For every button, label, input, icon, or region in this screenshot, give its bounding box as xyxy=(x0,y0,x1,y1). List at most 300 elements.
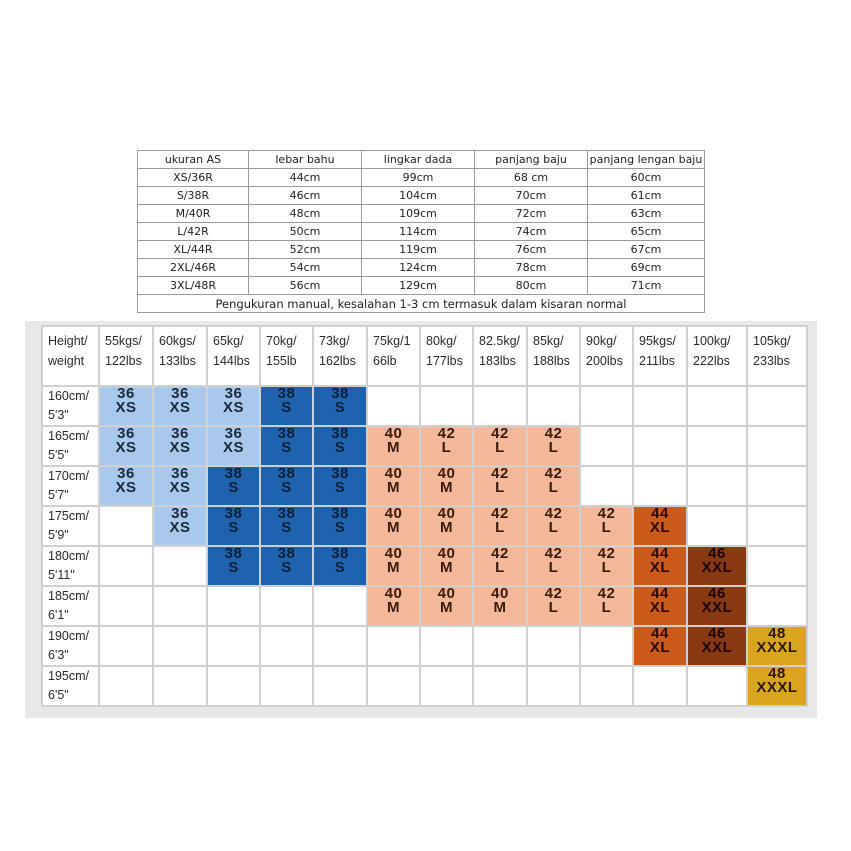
height-label: 195cm/ 6'5" xyxy=(48,669,89,702)
empty-cell xyxy=(99,586,153,626)
weight-label: 95kgs/ 211lbs xyxy=(639,334,676,368)
size-letter: XS xyxy=(169,479,191,496)
cell-length: 70cm xyxy=(475,187,588,205)
empty-cell xyxy=(153,586,207,626)
size-letter: S xyxy=(281,559,292,576)
weight-header xyxy=(527,326,580,386)
size-number: 38 xyxy=(331,425,349,442)
size-letter: S xyxy=(281,479,292,496)
empty-cell xyxy=(260,666,313,706)
empty-cell xyxy=(687,666,747,706)
size-cell xyxy=(473,466,527,506)
cell-sleeve: 65cm xyxy=(588,223,705,241)
size-cell xyxy=(633,506,687,546)
size-cell xyxy=(747,666,807,706)
size-number: 38 xyxy=(277,545,296,562)
size-number: 46 xyxy=(708,585,726,602)
height-label: 160cm/ 5'3" xyxy=(48,389,89,422)
cell-shoulder-width: 50cm xyxy=(249,223,362,241)
weight-label: 100kg/ 222lbs xyxy=(693,334,731,368)
size-letter: L xyxy=(495,439,505,456)
cell-size-label: M/40R xyxy=(138,205,249,223)
weight-header xyxy=(313,326,367,386)
size-cell xyxy=(260,426,313,466)
size-number: 40 xyxy=(437,505,456,522)
size-cell xyxy=(367,586,420,626)
height-row xyxy=(42,386,807,426)
size-number: 42 xyxy=(597,585,616,602)
size-number: 42 xyxy=(437,425,456,442)
empty-cell xyxy=(313,666,367,706)
size-cell xyxy=(420,546,473,586)
size-cell xyxy=(473,506,527,546)
weight-label: 55kgs/ 122lbs xyxy=(105,334,142,368)
size-letter: XL xyxy=(649,639,671,656)
cell-sleeve: 61cm xyxy=(588,187,705,205)
size-letter: L xyxy=(601,559,612,576)
size-number: 38 xyxy=(224,545,243,562)
cell-sleeve: 60cm xyxy=(588,169,705,187)
cell-chest: 99cm xyxy=(362,169,475,187)
size-number: 40 xyxy=(384,545,403,562)
size-cell xyxy=(420,506,473,546)
size-cell xyxy=(473,586,527,626)
size-cell xyxy=(580,546,633,586)
cell-length: 68 cm xyxy=(475,169,588,187)
weight-header xyxy=(580,326,633,386)
height-row xyxy=(42,506,807,546)
empty-cell xyxy=(99,506,153,546)
cell-size-label: L/42R xyxy=(138,223,249,241)
size-cell xyxy=(260,546,313,586)
empty-cell xyxy=(99,546,153,586)
size-number: 44 xyxy=(651,505,669,522)
height-row xyxy=(42,426,807,466)
height-row xyxy=(42,586,807,626)
size-letter: S xyxy=(228,559,239,576)
size-cell xyxy=(420,426,473,466)
empty-cell xyxy=(687,386,747,426)
empty-cell xyxy=(473,386,527,426)
size-cell xyxy=(260,506,313,546)
size-number: 38 xyxy=(224,505,243,522)
size-cell xyxy=(153,426,207,466)
size-number: 42 xyxy=(544,505,563,522)
empty-cell xyxy=(747,386,807,426)
size-letter: M xyxy=(440,559,453,576)
empty-cell xyxy=(207,586,260,626)
size-number: 40 xyxy=(384,425,403,442)
height-row xyxy=(42,546,807,586)
size-number: 40 xyxy=(384,505,403,522)
size-number: 40 xyxy=(437,585,456,602)
corner-label-cell xyxy=(42,326,99,386)
size-letter: L xyxy=(548,599,559,616)
size-number: 42 xyxy=(544,585,563,602)
empty-cell xyxy=(99,666,153,706)
measurement-row xyxy=(138,169,705,187)
size-number: 40 xyxy=(437,465,456,482)
size-letter: S xyxy=(334,519,346,536)
size-letter: XS xyxy=(169,399,191,416)
size-number: 44 xyxy=(651,545,669,562)
height-label: 180cm/ 5'11" xyxy=(48,549,89,582)
size-number: 38 xyxy=(277,505,296,522)
height-header xyxy=(42,506,99,546)
size-letter: XS xyxy=(169,519,191,536)
measurement-row xyxy=(138,223,705,241)
size-number: 42 xyxy=(491,425,509,442)
weight-header xyxy=(747,326,807,386)
size-letter: XXL xyxy=(701,639,733,656)
size-cell xyxy=(99,466,153,506)
size-number: 46 xyxy=(708,545,726,562)
empty-cell xyxy=(687,426,747,466)
size-letter: S xyxy=(334,439,346,456)
size-letter: XL xyxy=(649,599,671,616)
size-cell xyxy=(367,466,420,506)
size-letter: XS xyxy=(169,439,191,456)
size-number: 42 xyxy=(597,545,616,562)
cell-shoulder-width: 56cm xyxy=(249,277,362,295)
empty-cell xyxy=(747,506,807,546)
size-letter: XS xyxy=(115,439,137,456)
size-number: 40 xyxy=(384,465,403,482)
size-number: 38 xyxy=(277,385,296,402)
measurement-header-row xyxy=(138,151,705,169)
size-letter: M xyxy=(387,439,400,456)
weight-label: 73kg/ 162lbs xyxy=(319,334,356,368)
size-number: 42 xyxy=(491,545,509,562)
empty-cell xyxy=(527,666,580,706)
empty-cell xyxy=(313,586,367,626)
empty-cell xyxy=(313,626,367,666)
empty-cell xyxy=(687,506,747,546)
size-number: 38 xyxy=(277,465,296,482)
size-cell xyxy=(527,466,580,506)
height-row xyxy=(42,666,807,706)
cell-sleeve: 71cm xyxy=(588,277,705,295)
cell-length: 76cm xyxy=(475,241,588,259)
size-letter: S xyxy=(334,479,346,496)
size-letter: L xyxy=(441,439,452,456)
header-length: panjang baju xyxy=(475,151,588,169)
size-letter: S xyxy=(281,519,292,536)
size-letter: XXXL xyxy=(756,679,798,696)
size-number: 40 xyxy=(384,585,403,602)
size-letter: M xyxy=(440,479,453,496)
weight-label: 80kg/ 177lbs xyxy=(426,334,463,368)
cell-shoulder-width: 48cm xyxy=(249,205,362,223)
empty-cell xyxy=(687,466,747,506)
size-letter: XL xyxy=(649,519,671,536)
measurement-row xyxy=(138,241,705,259)
cell-length: 78cm xyxy=(475,259,588,277)
size-letter: S xyxy=(228,519,239,536)
size-cell xyxy=(260,466,313,506)
height-label: 175cm/ 5'9" xyxy=(48,509,89,542)
size-number: 38 xyxy=(224,465,243,482)
height-label: 190cm/ 6'3" xyxy=(48,629,89,662)
cell-sleeve: 63cm xyxy=(588,205,705,223)
size-number: 36 xyxy=(171,385,189,402)
weight-label: 90kg/ 200lbs xyxy=(586,334,623,368)
size-letter: M xyxy=(440,599,453,616)
empty-cell xyxy=(633,386,687,426)
weight-label: 105kg/ 233lbs xyxy=(753,334,791,368)
empty-cell xyxy=(420,626,473,666)
size-cell xyxy=(687,586,747,626)
size-cell xyxy=(580,506,633,546)
cell-shoulder-width: 52cm xyxy=(249,241,362,259)
size-number: 38 xyxy=(331,385,349,402)
size-letter: L xyxy=(601,599,612,616)
weight-label: 82.5kg/ 183lbs xyxy=(479,334,521,368)
size-number: 48 xyxy=(768,665,786,682)
weight-label: 85kg/ 188lbs xyxy=(533,334,570,368)
size-cell xyxy=(207,426,260,466)
empty-cell xyxy=(633,426,687,466)
size-cell xyxy=(747,626,807,666)
size-cell xyxy=(527,506,580,546)
empty-cell xyxy=(527,386,580,426)
cell-length: 80cm xyxy=(475,277,588,295)
size-letter: L xyxy=(601,519,612,536)
size-letter: L xyxy=(548,519,559,536)
size-number: 42 xyxy=(544,545,563,562)
size-number: 42 xyxy=(491,505,509,522)
size-letter: XS xyxy=(115,479,137,496)
empty-cell xyxy=(367,386,420,426)
size-cell xyxy=(207,386,260,426)
size-cell xyxy=(527,586,580,626)
empty-cell xyxy=(633,466,687,506)
empty-cell xyxy=(153,626,207,666)
cell-sleeve: 67cm xyxy=(588,241,705,259)
height-header xyxy=(42,666,99,706)
cell-shoulder-width: 46cm xyxy=(249,187,362,205)
weight-header xyxy=(207,326,260,386)
size-number: 42 xyxy=(491,465,509,482)
height-header xyxy=(42,466,99,506)
size-cell xyxy=(313,426,367,466)
empty-cell xyxy=(580,666,633,706)
size-letter: XS xyxy=(115,399,137,416)
empty-cell xyxy=(473,666,527,706)
size-number: 44 xyxy=(651,585,669,602)
height-label: 170cm/ 5'7" xyxy=(48,469,89,502)
empty-cell xyxy=(747,586,807,626)
size-letter: L xyxy=(495,559,505,576)
cell-size-label: XL/44R xyxy=(138,241,249,259)
size-number: 42 xyxy=(544,425,563,442)
height-row xyxy=(42,626,807,666)
size-letter: M xyxy=(387,479,400,496)
weight-label: 70kg/ 155lb xyxy=(266,334,297,368)
measurement-row xyxy=(138,277,705,295)
size-chart xyxy=(25,321,817,718)
size-letter: S xyxy=(334,559,346,576)
height-header xyxy=(42,386,99,426)
empty-cell xyxy=(580,426,633,466)
size-number: 36 xyxy=(224,385,243,402)
size-cell xyxy=(207,546,260,586)
size-cell xyxy=(420,466,473,506)
weight-header xyxy=(473,326,527,386)
size-cell xyxy=(633,626,687,666)
size-cell xyxy=(99,426,153,466)
cell-chest: 119cm xyxy=(362,241,475,259)
size-letter: S xyxy=(281,439,292,456)
size-number: 46 xyxy=(708,625,726,642)
size-number: 36 xyxy=(117,465,135,482)
size-number: 36 xyxy=(224,425,243,442)
weight-header xyxy=(367,326,420,386)
empty-cell xyxy=(747,546,807,586)
weight-label: 60kgs/ 133lbs xyxy=(159,334,196,368)
empty-cell xyxy=(747,466,807,506)
header-shoulder-width: lebar bahu xyxy=(249,151,362,169)
size-number: 40 xyxy=(491,585,509,602)
cell-chest: 114cm xyxy=(362,223,475,241)
size-letter: XXL xyxy=(701,559,733,576)
weight-header xyxy=(420,326,473,386)
weight-header xyxy=(99,326,153,386)
size-number: 42 xyxy=(544,465,563,482)
empty-cell xyxy=(260,626,313,666)
size-number: 36 xyxy=(117,425,135,442)
size-letter: M xyxy=(493,599,507,616)
cell-length: 74cm xyxy=(475,223,588,241)
size-number: 38 xyxy=(331,465,349,482)
cell-chest: 124cm xyxy=(362,259,475,277)
size-number: 36 xyxy=(117,385,135,402)
measurement-row xyxy=(138,187,705,205)
size-number: 38 xyxy=(331,505,349,522)
empty-cell xyxy=(207,666,260,706)
size-cell xyxy=(420,586,473,626)
empty-cell xyxy=(367,666,420,706)
size-cell xyxy=(367,546,420,586)
size-cell xyxy=(367,506,420,546)
size-number: 36 xyxy=(171,505,189,522)
weight-header-row xyxy=(42,326,807,386)
empty-cell xyxy=(473,626,527,666)
cell-chest: 129cm xyxy=(362,277,475,295)
size-number: 38 xyxy=(277,425,296,442)
size-cell xyxy=(580,586,633,626)
measurement-row xyxy=(138,259,705,277)
height-label: 185cm/ 6'1" xyxy=(48,589,89,622)
size-letter: L xyxy=(548,439,559,456)
cell-size-label: S/38R xyxy=(138,187,249,205)
empty-cell xyxy=(527,626,580,666)
size-letter: M xyxy=(440,519,453,536)
cell-chest: 109cm xyxy=(362,205,475,223)
size-chart-grid xyxy=(41,325,808,707)
size-number: 36 xyxy=(171,465,189,482)
size-letter: XXL xyxy=(701,599,733,616)
size-cell xyxy=(633,546,687,586)
size-cell xyxy=(313,546,367,586)
empty-cell xyxy=(747,426,807,466)
height-label: 165cm/ 5'5" xyxy=(48,429,89,462)
empty-cell xyxy=(420,666,473,706)
size-cell xyxy=(367,426,420,466)
size-cell xyxy=(527,426,580,466)
height-header xyxy=(42,426,99,466)
cell-shoulder-width: 44cm xyxy=(249,169,362,187)
size-letter: L xyxy=(548,559,559,576)
size-number: 48 xyxy=(768,625,786,642)
header-size: ukuran AS xyxy=(138,151,249,169)
size-letter: M xyxy=(387,599,400,616)
size-cell xyxy=(633,586,687,626)
cell-sleeve: 69cm xyxy=(588,259,705,277)
size-cell xyxy=(687,546,747,586)
height-header xyxy=(42,626,99,666)
size-cell xyxy=(313,386,367,426)
empty-cell xyxy=(580,466,633,506)
note-row xyxy=(138,295,705,313)
size-letter: S xyxy=(334,399,346,416)
empty-cell xyxy=(153,666,207,706)
empty-cell xyxy=(580,626,633,666)
height-header xyxy=(42,546,99,586)
size-cell xyxy=(687,626,747,666)
corner-label: Height/ weight xyxy=(48,334,88,368)
size-cell xyxy=(153,506,207,546)
empty-cell xyxy=(260,586,313,626)
measurement-row xyxy=(138,205,705,223)
size-cell xyxy=(313,506,367,546)
size-number: 38 xyxy=(331,545,349,562)
size-letter: XS xyxy=(222,399,244,416)
size-number: 44 xyxy=(651,625,669,642)
size-letter: M xyxy=(387,519,400,536)
cell-length: 72cm xyxy=(475,205,588,223)
size-letter: XL xyxy=(649,559,671,576)
size-cell xyxy=(207,506,260,546)
cell-size-label: XS/36R xyxy=(138,169,249,187)
size-letter: L xyxy=(495,519,505,536)
weight-label: 65kg/ 144lbs xyxy=(213,334,250,368)
height-header xyxy=(42,586,99,626)
size-number: 42 xyxy=(597,505,616,522)
measurement-note: Pengukuran manual, kesalahan 1-3 cm termasuk dalam kisaran normal xyxy=(138,295,705,313)
size-number: 36 xyxy=(171,425,189,442)
empty-cell xyxy=(207,626,260,666)
size-letter: XXXL xyxy=(756,639,798,656)
weight-header xyxy=(153,326,207,386)
empty-cell xyxy=(420,386,473,426)
weight-header xyxy=(260,326,313,386)
empty-cell xyxy=(580,386,633,426)
header-chest: lingkar dada xyxy=(362,151,475,169)
weight-label: 75kg/1 66lb xyxy=(373,334,411,368)
empty-cell xyxy=(633,666,687,706)
cell-size-label: 3XL/48R xyxy=(138,277,249,295)
empty-cell xyxy=(99,626,153,666)
size-cell xyxy=(99,386,153,426)
size-letter: XS xyxy=(222,439,244,456)
measurement-table xyxy=(137,150,705,313)
cell-size-label: 2XL/46R xyxy=(138,259,249,277)
size-cell xyxy=(153,466,207,506)
size-letter: L xyxy=(548,479,559,496)
size-cell xyxy=(473,426,527,466)
size-letter: L xyxy=(495,479,505,496)
